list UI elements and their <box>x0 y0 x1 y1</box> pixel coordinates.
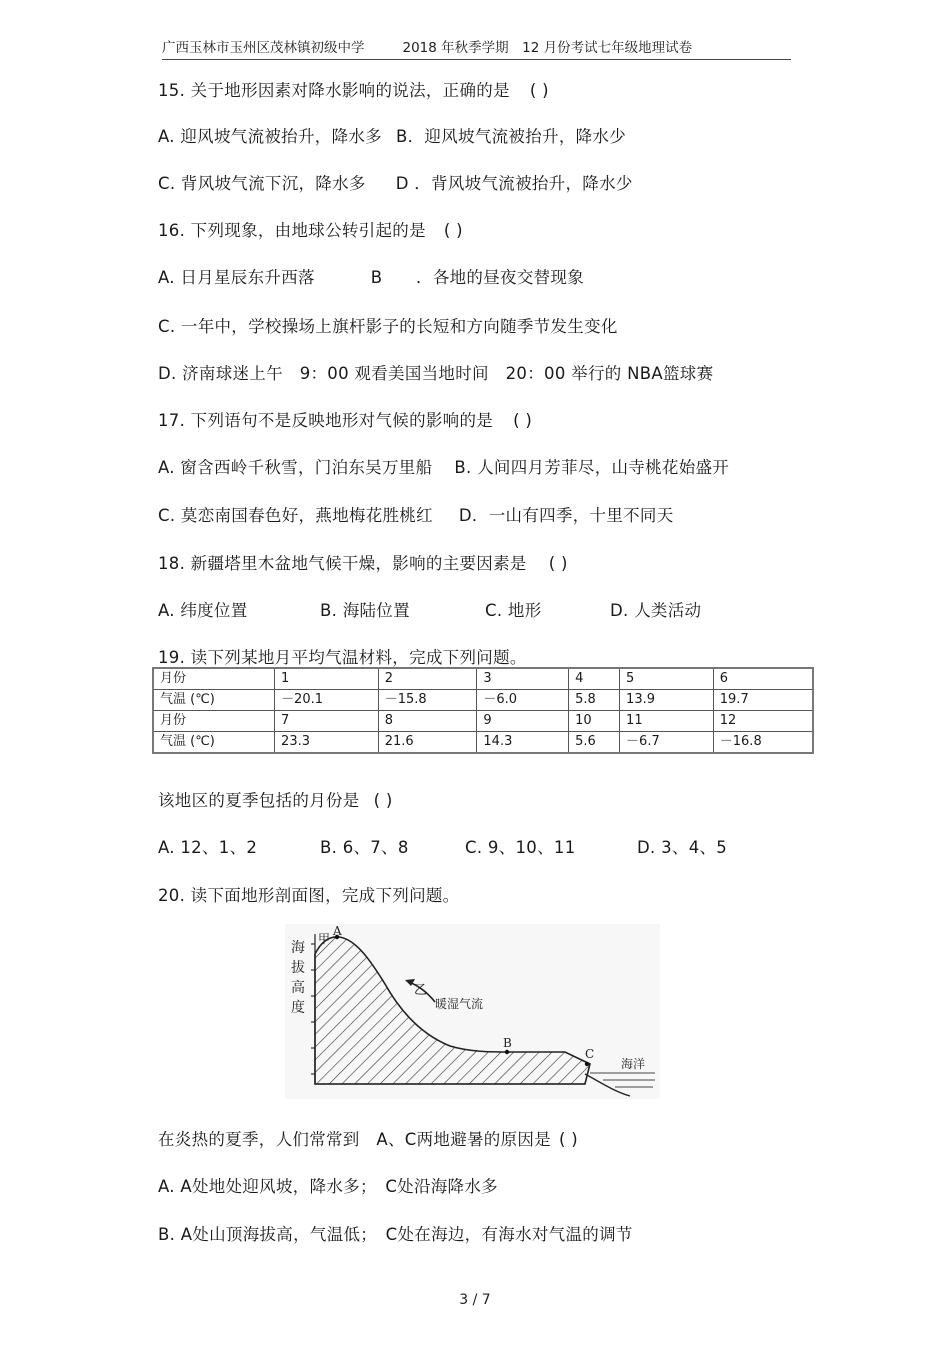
q16-option-c: C. 一年中，学校操场上旗杆影子的长短和方向随季节发生变化 <box>158 317 618 336</box>
q19-stem: 19. 读下列某地月平均气温材料，完成下列问题。 <box>158 648 527 667</box>
table-cell: 气温 (℃) <box>153 690 275 711</box>
q17-option-a: A. 窗含西岭千秋雪，门泊东吴万里船 <box>158 458 433 477</box>
q15-option-d: D ．背风坡气流被抬升，降水少 <box>395 174 633 193</box>
table-cell: －6.7 <box>620 732 714 754</box>
table-cell: 6 <box>713 668 813 690</box>
q20-sub: 在炎热的夏季，人们常常到 A、C两地避暑的原因是 <box>158 1130 552 1149</box>
table-cell: 1 <box>275 668 379 690</box>
q20-option-a: A. A处地处迎风坡，降水多； C处沿海降水多 <box>158 1177 498 1196</box>
q19-option-a: A. 12、1、2 <box>158 838 258 857</box>
q18-stem: 18. 新疆塔里木盆地气候干燥，影响的主要因素是 <box>158 554 527 573</box>
label-point-c: C <box>585 1047 595 1061</box>
q18-option-d: D. 人类活动 <box>610 601 702 620</box>
q18-options <box>158 597 701 621</box>
ylabel-char-3: 高 <box>291 980 305 996</box>
q18-bracket: ( ) <box>548 554 568 573</box>
q18-stem-line <box>158 550 568 574</box>
table-cell: 10 <box>569 711 620 732</box>
q17-option-c: C. 莫恋南国春色好，燕地梅花胜桃红 <box>158 506 433 525</box>
table-cell: 2 <box>378 668 477 690</box>
q15-options-cd <box>158 170 633 194</box>
q15-option-b: B．迎风坡气流被抬升，降水少 <box>396 127 627 146</box>
page-header <box>162 36 791 60</box>
table-cell: －6.0 <box>477 690 569 711</box>
q15-stem: 15. 关于地形因素对降水影响的说法，正确的是 <box>158 81 510 100</box>
q15-options-ab <box>158 123 626 147</box>
table-cell: 7 <box>275 711 379 732</box>
table-cell: 5 <box>620 668 714 690</box>
ylabel-char-2: 拔 <box>291 960 305 976</box>
table-cell: 13.9 <box>620 690 714 711</box>
q20-option-a-line <box>158 1173 498 1197</box>
table-cell: 11 <box>620 711 714 732</box>
q19-sub-line <box>158 787 393 811</box>
table-row <box>153 668 813 690</box>
table-cell: －15.8 <box>378 690 477 711</box>
q15-option-c: C. 背风坡气流下沉，降水多 <box>158 174 366 193</box>
q19-option-d: D. 3、4、5 <box>637 838 728 857</box>
table-cell: 12 <box>713 711 813 732</box>
table-cell: 3 <box>477 668 569 690</box>
q18-option-b: B. 海陆位置 <box>320 601 410 620</box>
table-cell: 月份 <box>153 711 275 732</box>
q19-option-c: C. 9、10、11 <box>465 838 576 857</box>
table-cell: 气温 (℃) <box>153 732 275 754</box>
page-number: 3 / 7 <box>459 1292 491 1308</box>
q17-options-cd <box>158 502 674 526</box>
label-yi: 乙 <box>414 983 428 998</box>
q20-stem-line <box>158 882 460 906</box>
q17-option-d: D．一山有四季，十里不同天 <box>458 506 674 525</box>
q19-stem-line <box>158 644 527 668</box>
table-cell: 9 <box>477 711 569 732</box>
table-cell: 14.3 <box>477 732 569 754</box>
label-airflow: 暖湿气流 <box>435 997 484 1011</box>
table-row <box>153 732 813 754</box>
q20-option-b-line <box>158 1221 633 1245</box>
ylabel-char-4: 度 <box>291 1000 305 1016</box>
label-ocean: 海洋 <box>621 1057 646 1071</box>
table-row <box>153 690 813 711</box>
q16-option-c-line <box>158 313 618 337</box>
table-cell: 5.6 <box>569 732 620 754</box>
q15-stem-line <box>158 77 549 101</box>
q17-stem-line <box>158 407 532 431</box>
q16-bracket: ( ) <box>443 221 463 240</box>
table-cell: －16.8 <box>713 732 813 754</box>
q17-option-b: B. 人间四月芳菲尽，山寺桃花始盛开 <box>454 458 730 477</box>
q17-options-ab <box>158 454 729 478</box>
q19-bracket: ( ) <box>373 791 393 810</box>
q15-bracket: ( ) <box>529 81 549 100</box>
table-cell: 19.7 <box>713 690 813 711</box>
label-point-a: A <box>333 924 342 938</box>
q20-bracket: ( ) <box>559 1130 579 1149</box>
terrain-profile-figure <box>285 924 660 1099</box>
q16-option-d: D. 济南球迷上午 9：00 观看美国当地时间 20：00 举行的 NBA篮球赛 <box>158 364 714 383</box>
table-row <box>153 711 813 732</box>
label-point-b: B <box>503 1036 512 1050</box>
header-exam: 2018 年秋季学期 12 月份考试七年级地理试卷 <box>402 40 693 56</box>
q17-bracket: ( ) <box>513 411 533 430</box>
q16-stem: 16. 下列现象，由地球公转引起的是 <box>158 221 426 240</box>
q16-options-ab <box>158 264 584 288</box>
header-school: 广西玉林市玉州区茂林镇初级中学 <box>162 40 365 56</box>
q15-option-a: A. 迎风坡气流被抬升，降水多 <box>158 127 382 146</box>
temperature-table <box>152 667 814 754</box>
q20-stem: 20. 读下面地形剖面图，完成下列问题。 <box>158 886 460 905</box>
table-cell: 月份 <box>153 668 275 690</box>
q19-sub: 该地区的夏季包括的月份是 <box>158 791 360 810</box>
q16-option-b: B ．各地的昼夜交替现象 <box>370 268 585 287</box>
q17-stem: 17. 下列语句不是反映地形对气候的影响的是 <box>158 411 494 430</box>
q16-option-d-line <box>158 360 713 384</box>
q16-stem-line <box>158 217 463 241</box>
point-c-marker <box>585 1062 589 1066</box>
label-jia: 甲 <box>318 932 331 946</box>
q19-option-b: B. 6、7、8 <box>320 838 409 857</box>
table-cell: 21.6 <box>378 732 477 754</box>
table-cell: 5.8 <box>569 690 620 711</box>
table-cell: 8 <box>378 711 477 732</box>
table-cell: 4 <box>569 668 620 690</box>
q20-sub-line <box>158 1126 578 1150</box>
table-cell: －20.1 <box>275 690 379 711</box>
table-cell: 23.3 <box>275 732 379 754</box>
q18-option-a: A. 纬度位置 <box>158 601 248 620</box>
q19-options <box>158 834 727 858</box>
q20-option-b: B. A处山顶海拔高，气温低； C处在海边，有海水对气温的调节 <box>158 1225 633 1244</box>
point-b-marker <box>505 1050 509 1054</box>
ylabel-char-1: 海 <box>291 940 305 956</box>
q18-option-c: C. 地形 <box>485 601 542 620</box>
q16-option-a: A. 日月星辰东升西落 <box>158 268 315 287</box>
